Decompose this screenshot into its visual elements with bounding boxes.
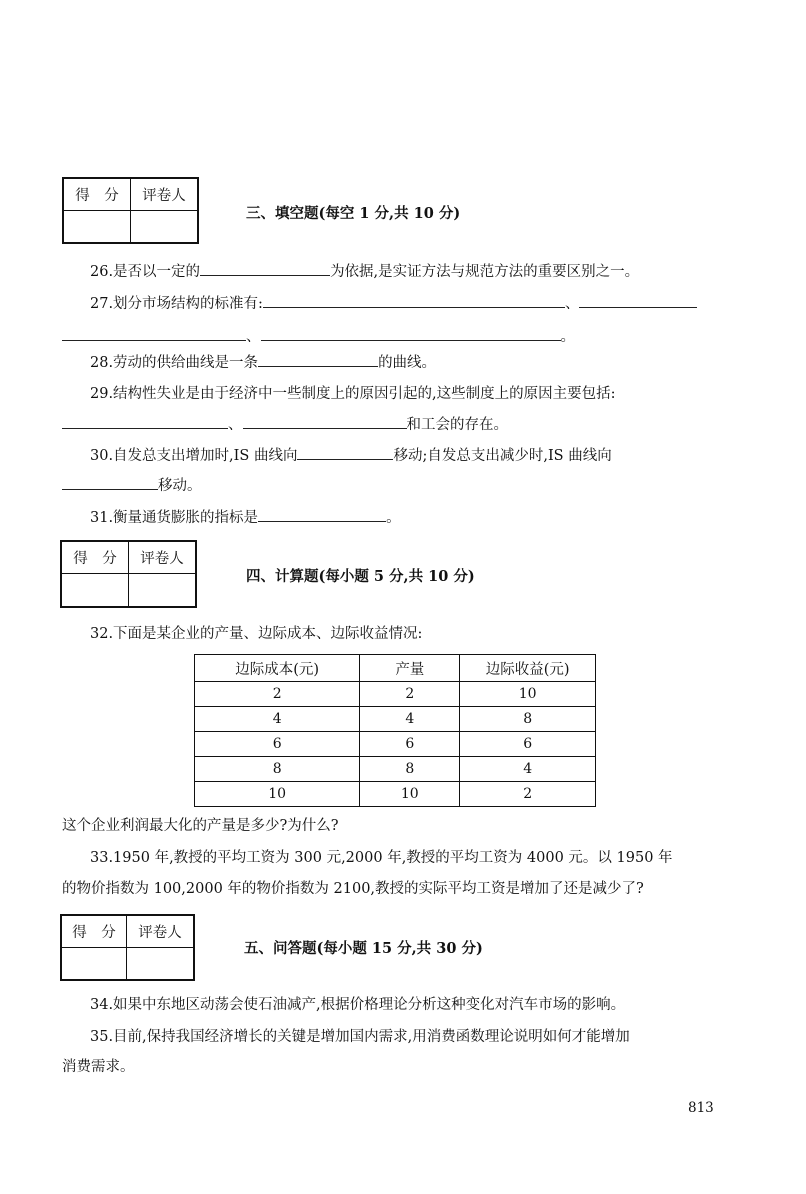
cell-mc: 6 bbox=[195, 732, 360, 757]
question-27-cont: 、 。 bbox=[62, 326, 575, 347]
cell-mc: 4 bbox=[195, 707, 360, 732]
score-label: 得 分 bbox=[62, 916, 127, 948]
table-row bbox=[195, 757, 596, 782]
question-30: 30.自发总支出增加时,IS 曲线向 移动;自发总支出减少时,IS 曲线向 bbox=[90, 445, 612, 466]
score-cell bbox=[64, 211, 131, 243]
question-33-cont: 的物价指数为 100,2000 年的物价指数为 2100,教授的实际平均工资是增加了还是减少了? bbox=[62, 881, 644, 897]
header-output: 产量 bbox=[360, 655, 460, 682]
blank-30b[interactable] bbox=[62, 475, 158, 490]
table-row bbox=[195, 732, 596, 757]
score-box-section5 bbox=[60, 914, 195, 981]
blank-29b[interactable] bbox=[243, 414, 407, 429]
cell-mc: 2 bbox=[195, 682, 360, 707]
section3-heading: 三、填空题(每空 1 分,共 10 分) bbox=[246, 205, 461, 222]
cell-mr: 10 bbox=[460, 682, 596, 707]
cell-q: 10 bbox=[360, 782, 460, 807]
cell-mr: 4 bbox=[460, 757, 596, 782]
cell-q: 2 bbox=[360, 682, 460, 707]
header-marginal-cost: 边际成本(元) bbox=[195, 655, 360, 682]
grader-label: 评卷人 bbox=[129, 542, 196, 574]
blank-28[interactable] bbox=[258, 352, 378, 367]
table-header-row bbox=[195, 655, 596, 682]
blank-27b[interactable] bbox=[579, 293, 697, 308]
table-row bbox=[195, 682, 596, 707]
question-35-cont: 消费需求。 bbox=[62, 1059, 135, 1075]
grader-label: 评卷人 bbox=[127, 916, 194, 948]
question-34: 34.如果中东地区动荡会使石油减产,根据价格理论分析这种变化对汽车市场的影响。 bbox=[90, 997, 626, 1013]
blank-31[interactable] bbox=[258, 507, 386, 522]
blank-27d[interactable] bbox=[261, 326, 561, 341]
table-row bbox=[195, 782, 596, 807]
score-cell bbox=[62, 574, 129, 607]
section5-heading: 五、问答题(每小题 15 分,共 30 分) bbox=[244, 940, 483, 957]
cell-mr: 2 bbox=[460, 782, 596, 807]
cell-mc: 8 bbox=[195, 757, 360, 782]
question-30-cont: 移动。 bbox=[62, 475, 202, 496]
score-box-section4 bbox=[60, 540, 197, 608]
question-28: 28.劳动的供给曲线是一条 的曲线。 bbox=[90, 352, 436, 373]
section4-heading: 四、计算题(每小题 5 分,共 10 分) bbox=[246, 568, 475, 585]
cell-q: 8 bbox=[360, 757, 460, 782]
question-35: 35.目前,保持我国经济增长的关键是增加国内需求,用消费函数理论说明如何才能增加 bbox=[90, 1029, 630, 1045]
question-29-cont: 、 和工会的存在。 bbox=[62, 414, 508, 435]
grader-cell bbox=[129, 574, 196, 607]
question-31: 31.衡量通货膨胀的指标是 。 bbox=[90, 507, 401, 528]
question-26: 26.是否以一定的 为依据,是实证方法与规范方法的重要区别之一。 bbox=[90, 261, 639, 282]
cell-mr: 6 bbox=[460, 732, 596, 757]
blank-29a[interactable] bbox=[62, 414, 228, 429]
score-cell bbox=[62, 948, 127, 980]
score-box-section3 bbox=[62, 177, 199, 244]
grader-cell bbox=[131, 211, 198, 243]
question-29: 29.结构性失业是由于经济中一些制度上的原因引起的,这些制度上的原因主要包括: bbox=[90, 386, 616, 402]
question-27: 27.划分市场结构的标准有: 、 bbox=[90, 293, 697, 314]
cell-q: 6 bbox=[360, 732, 460, 757]
blank-26[interactable] bbox=[200, 261, 330, 276]
blank-27a[interactable] bbox=[263, 293, 565, 308]
question-33: 33.1950 年,教授的平均工资为 300 元,2000 年,教授的平均工资为 4000 元。以 1950 年 bbox=[90, 850, 673, 866]
blank-27c[interactable] bbox=[62, 326, 246, 341]
cell-mc: 10 bbox=[195, 782, 360, 807]
blank-30a[interactable] bbox=[297, 445, 393, 460]
question-32-prompt: 这个企业利润最大化的产量是多少?为什么? bbox=[62, 818, 339, 834]
cost-revenue-table bbox=[194, 654, 596, 807]
cell-mr: 8 bbox=[460, 707, 596, 732]
score-label: 得 分 bbox=[62, 542, 129, 574]
header-marginal-revenue: 边际收益(元) bbox=[460, 655, 596, 682]
table-row bbox=[195, 707, 596, 732]
question-32: 32.下面是某企业的产量、边际成本、边际收益情况: bbox=[90, 626, 423, 642]
score-label: 得 分 bbox=[64, 179, 131, 211]
grader-cell bbox=[127, 948, 194, 980]
grader-label: 评卷人 bbox=[131, 179, 198, 211]
cell-q: 4 bbox=[360, 707, 460, 732]
page-number: 813 bbox=[688, 1100, 714, 1116]
